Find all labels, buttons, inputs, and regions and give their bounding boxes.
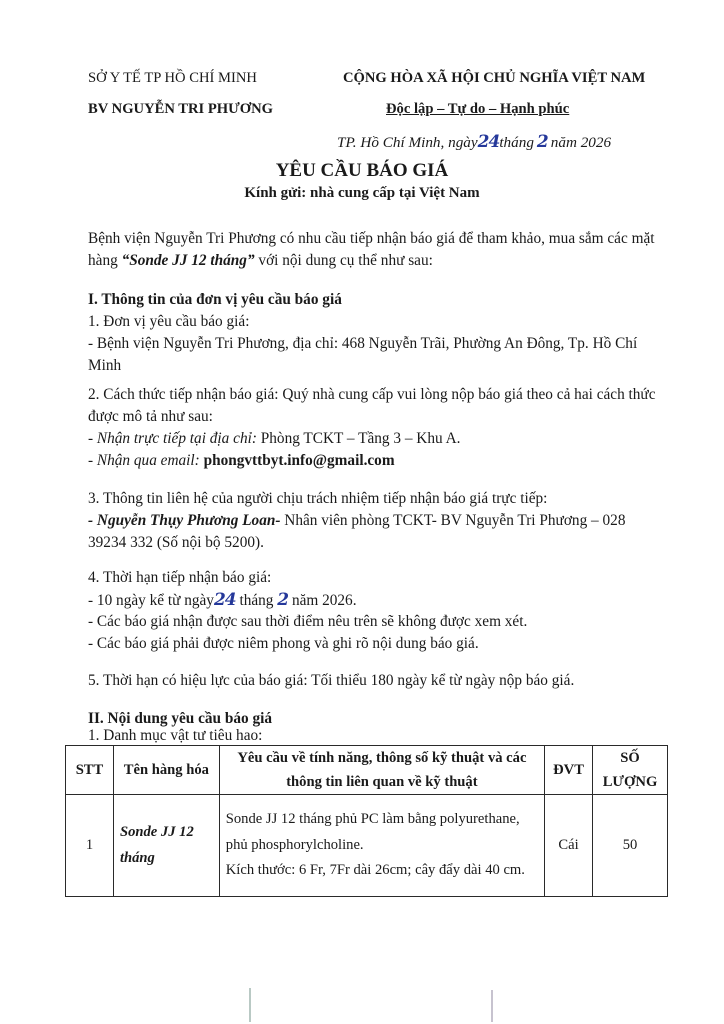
handwritten-deadline-month: 2: [277, 590, 289, 610]
requirements-table: [65, 745, 668, 897]
cell-spec: [219, 795, 544, 897]
date-year: năm 2026: [550, 134, 612, 151]
direct-label: - Nhận trực tiếp tại địa chỉ:: [88, 430, 257, 447]
cell-stt: 1: [66, 795, 114, 897]
intro-text: Bệnh viện Nguyễn Tri Phương có nhu cầu tiếp nhận báo giá để tham khảo, mua sắm các mặt hàng: [88, 230, 655, 269]
consumables-list-label: 1. Danh mục vật tư tiêu hao:: [88, 727, 263, 744]
deadline-label: 4. Thời hạn tiếp nhận báo giá:: [88, 569, 272, 586]
spec-line-1: Sonde JJ 12 tháng phủ PC làm bằng polyurethane, phủ phosphorylcholine.: [225, 811, 520, 853]
department-name: SỞ Y TẾ TP HỒ CHÍ MINH: [88, 70, 257, 86]
document-date: [337, 132, 611, 152]
handwritten-deadline-day: 24: [213, 590, 236, 610]
date-month-label: tháng: [499, 134, 534, 151]
spec-line-2: Kích thước: 6 Fr, 7Fr dài 26cm; cây đẩy dài 40 cm.: [225, 862, 525, 879]
section-2-heading: II. Nội dung yêu cầu báo giá: [88, 710, 273, 727]
deadline-month-label: tháng: [235, 592, 278, 609]
table-header-row: [66, 746, 668, 795]
col-header-quantity: SỐ LƯỢNG: [593, 746, 668, 795]
requesting-unit-label: 1. Đơn vị yêu cầu báo giá:: [88, 313, 250, 330]
cell-unit: Cái: [545, 795, 593, 897]
contact-details: Nhân viên phòng TCKT- BV Nguyễn Tri Phương – 028 39234 332 (Số nội bộ 5200).: [88, 512, 626, 551]
col-header-spec: Yêu cầu về tính năng, thông số kỹ thuật và các thông tin liên quan về kỹ thuật: [219, 746, 544, 795]
col-header-stt: STT: [66, 746, 114, 795]
validity-period: 5. Thời hạn có hiệu lực của báo giá: Tối thiểu 180 ngày kể từ ngày nộp báo giá.: [88, 672, 575, 689]
scan-artifact-line: [249, 988, 251, 1022]
product-name: “Sonde JJ 12 tháng”: [121, 252, 255, 269]
deadline-prefix: - 10 ngày kể từ ngày: [88, 592, 214, 609]
contact-info: [88, 510, 658, 554]
submission-direct: [88, 428, 658, 450]
email-label: - Nhận qua email:: [88, 452, 200, 469]
page-subtitle: Kính gửi: nhà cung cấp tại Việt Nam: [244, 185, 480, 201]
deadline-line-3: - Các báo giá phải được niêm phong và ghi rõ nội dung báo giá.: [88, 635, 479, 652]
deadline-line-1: [88, 589, 658, 612]
email-link[interactable]: phongvttbyt.info@gmail.com: [199, 452, 395, 469]
national-title: CỘNG HÒA XÃ HỘI CHỦ NGHĨA VIỆT NAM: [343, 70, 646, 86]
handwritten-month: 2: [536, 132, 548, 152]
cell-name: Sonde JJ 12 tháng: [113, 795, 219, 897]
contact-label: 3. Thông tin liên hệ của người chịu trách nhiệm tiếp nhận báo giá trực tiếp:: [88, 490, 548, 507]
cell-quantity: 50: [593, 795, 668, 897]
col-header-unit: ĐVT: [545, 746, 593, 795]
contact-person: - Nguyễn Thụy Phương Loan-: [88, 512, 281, 529]
submission-method: 2. Cách thức tiếp nhận báo giá: Quý nhà cung cấp vui lòng nộp báo giá theo cả hai cách thức được mô tả như sau:: [88, 386, 656, 425]
col-header-name: Tên hàng hóa: [113, 746, 219, 795]
scan-artifact-line: [491, 990, 493, 1022]
hospital-name: BV NGUYỄN TRI PHƯƠNG: [88, 101, 274, 117]
table-row: [66, 795, 668, 897]
requesting-unit-value: - Bệnh viện Nguyễn Tri Phương, địa chỉ: 468 Nguyễn Trãi, Phường An Đông, Tp. Hồ Chí Minh: [88, 335, 638, 374]
intro-paragraph: [88, 228, 658, 272]
submission-email: [88, 450, 658, 472]
intro-text-end: với nội dung cụ thể như sau:: [254, 252, 433, 269]
national-motto: Độc lập – Tự do – Hạnh phúc: [386, 101, 570, 117]
deadline-line-2: - Các báo giá nhận được sau thời điểm nêu trên sẽ không được xem xét.: [88, 613, 528, 630]
date-prefix: TP. Hồ Chí Minh, ngày: [337, 134, 478, 151]
page-title: YÊU CẦU BÁO GIÁ: [275, 160, 449, 181]
handwritten-day: 24: [477, 132, 500, 152]
direct-address: Phòng TCKT – Tầng 3 – Khu A.: [256, 430, 461, 447]
section-1-heading: I. Thông tin của đơn vị yêu cầu báo giá: [88, 291, 342, 308]
deadline-year: năm 2026.: [288, 592, 357, 609]
